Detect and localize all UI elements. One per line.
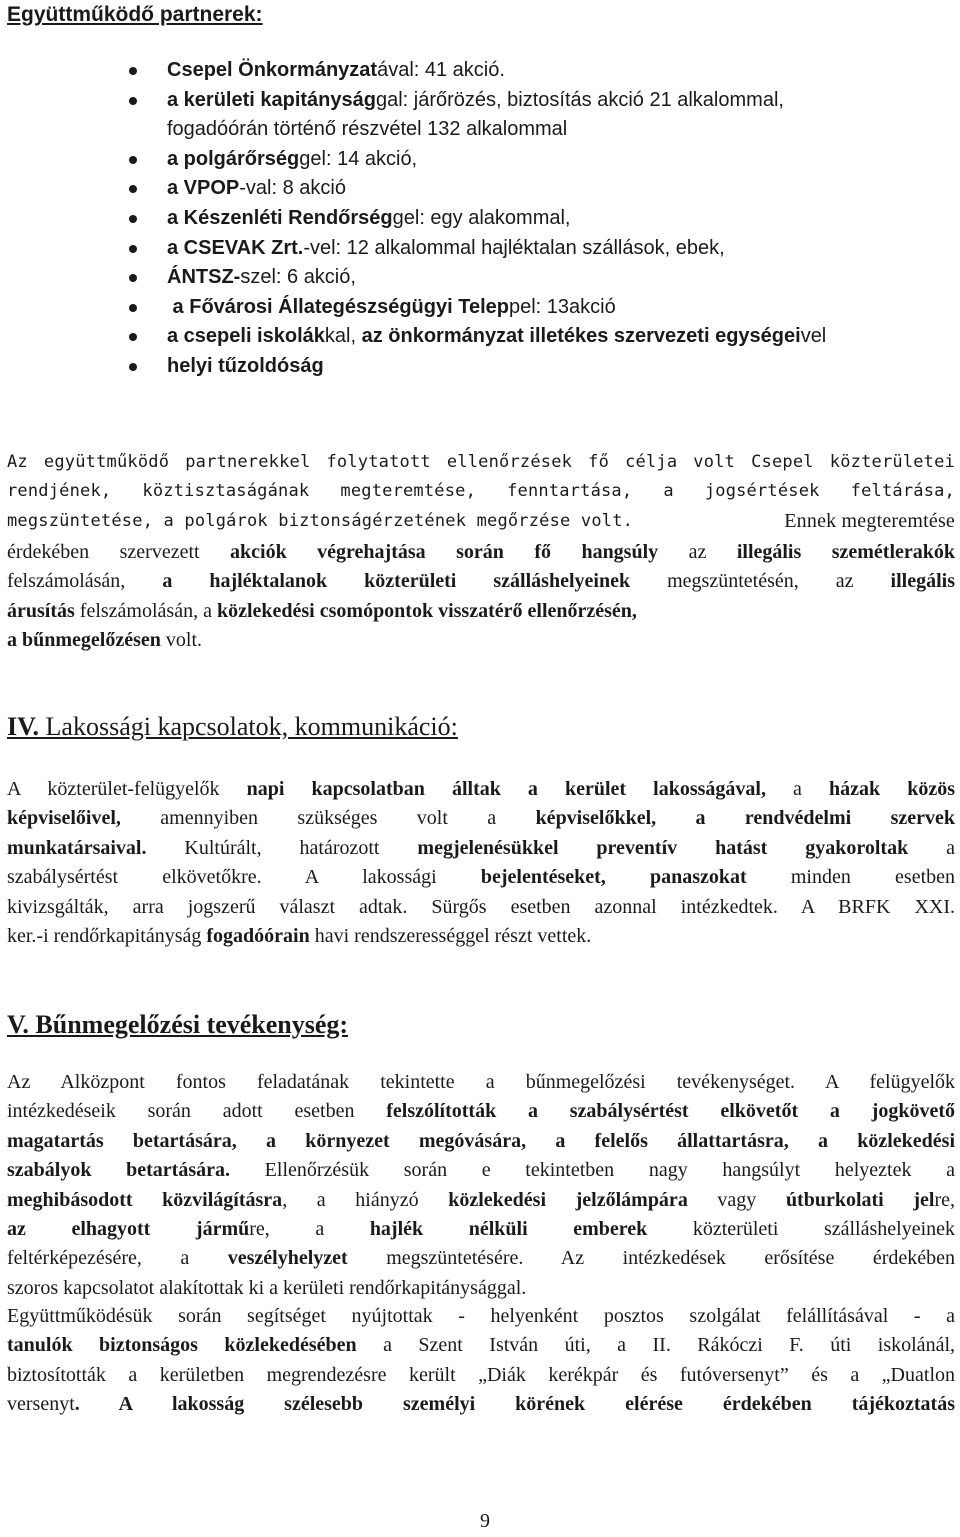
text-span: re, xyxy=(934,1188,955,1211)
bullet-icon xyxy=(129,304,137,312)
list-item xyxy=(7,322,955,352)
text-span: fogadóórán történő részvétel 132 alkalommal xyxy=(167,118,568,141)
text-span: volt. xyxy=(160,629,203,652)
paragraph-line xyxy=(7,893,955,922)
text-span: -vel: 12 alkalommal hajléktalan szállások, ebek, xyxy=(303,236,725,259)
text-span: képviselőivel, xyxy=(7,807,121,830)
paragraph-line xyxy=(7,863,955,892)
paragraph-community xyxy=(7,775,955,951)
bullet-icon xyxy=(129,97,137,105)
text-span: Az Alközpont fontos feladatának tekintette a bűnmegelőzési tevékenységet. A felügyelők xyxy=(7,1071,955,1093)
paragraph-line xyxy=(7,1127,955,1156)
text-span: A közterület-felügyelők xyxy=(7,778,247,800)
text-span: közlekedési jelzőlámpára xyxy=(448,1188,688,1211)
paragraph-line xyxy=(7,1390,955,1419)
text-span: ával: 41 akció. xyxy=(377,59,505,81)
text-span: vel xyxy=(800,325,827,348)
text-span: gel: 14 akció, xyxy=(299,147,418,170)
text-span: Az együttműködő partnerekkel folytatott ellenőrzések fő célja volt Csepel közterületei xyxy=(7,452,955,472)
list-item xyxy=(7,204,955,234)
text-span: tanulók biztonságos közlekedésében xyxy=(7,1334,357,1357)
text-span: kivizsgálták, arra jogszerű választ adtak. Sürgős esetben azonnal intézkedtek. A BRFK XXI. xyxy=(7,895,955,918)
text-span: vagy xyxy=(687,1188,786,1211)
text-span: gal: járőrözés, biztosítás akció 21 alkalommal, xyxy=(375,88,784,111)
paragraph-line xyxy=(7,507,955,536)
paragraph-line xyxy=(7,1215,955,1244)
partners-heading: Együttműködő partnerek: xyxy=(7,3,263,26)
text-span: közterületi szálláshelyeinek xyxy=(647,1218,956,1241)
text-span: hajlék nélküli emberek xyxy=(369,1218,648,1241)
text-span: szel: 6 akció, xyxy=(240,266,356,289)
text-span: kal, xyxy=(324,325,362,348)
text-span: Ennek megteremtése xyxy=(784,509,955,532)
text-span: Kultúrált, határozott xyxy=(146,836,418,859)
text-span: megszüntetése, a polgárok biztonságérzetének megőrzése volt. xyxy=(7,510,634,531)
list-item xyxy=(7,352,955,382)
text-span: szabályok betartására. xyxy=(7,1159,230,1182)
text-span: megjelenésükkel preventív hatást gyakoroltak xyxy=(417,836,909,859)
text-span: bejelentéseket, panaszokat xyxy=(480,866,747,889)
text-span: : xyxy=(450,712,458,741)
text-span: a VPOP xyxy=(167,177,240,200)
text-span: felszólították a szabálysértést elkövetőt a jogkövető xyxy=(386,1100,955,1123)
text-span: érdekében szervezett xyxy=(7,541,231,563)
text-span: árusítás xyxy=(7,599,75,622)
text-span: Csepel Önkormányzat xyxy=(167,59,378,81)
bullet-icon xyxy=(129,156,137,164)
section-iv-heading xyxy=(7,712,458,742)
list-item xyxy=(7,234,955,264)
text-span: feltérképezésére, a xyxy=(7,1247,228,1270)
text-span: a Fővárosi Állategészségügyi Telep xyxy=(167,295,509,318)
bullet-icon xyxy=(129,363,137,371)
text-span: helyi tűzoldóság xyxy=(167,354,324,377)
text-span: felszámolásán, a xyxy=(74,599,217,622)
text-span: gel: egy alakommal, xyxy=(392,206,571,229)
text-span: illegális xyxy=(890,570,955,593)
text-span: veszélyhelyzet xyxy=(227,1247,348,1270)
text-span: Ellenőrzésük során e tekintetben nagy hangsúlyt helyeztek a xyxy=(230,1159,955,1182)
paragraph-line xyxy=(7,834,955,863)
text-span: fogadóórain xyxy=(206,925,310,948)
text-span: szoros kapcsolatot alakítottak ki a kerületi rendőrkapitánysággal. xyxy=(7,1276,527,1299)
text-span: a kerületi kapitányság xyxy=(167,88,376,111)
paragraph-line xyxy=(7,567,955,596)
text-span: rendjének, köztisztaságának megteremtése, fenntartása, a jogsértések feltárása, xyxy=(7,481,955,502)
paragraph-line xyxy=(7,1186,955,1215)
text-span: , a hiányzó xyxy=(282,1188,449,1211)
text-span: intézkedéseik során adott esetben xyxy=(7,1100,387,1123)
text-span: pel: 13akció xyxy=(508,295,616,318)
text-span: visszatérő ellenőrzésén, xyxy=(433,599,637,622)
text-span: a bűnmegelőzésen xyxy=(7,629,161,652)
paragraph-line xyxy=(7,1244,955,1273)
paragraph-focus xyxy=(7,538,955,656)
text-span: illegális szemétlerakók xyxy=(736,541,956,563)
paragraph-line xyxy=(7,626,955,655)
text-span: amennyiben szükséges volt a xyxy=(120,807,536,830)
text-span: a xyxy=(765,778,830,800)
list-item xyxy=(7,145,955,175)
paragraph-prevention xyxy=(7,1068,955,1303)
text-span: útburkolati jel xyxy=(785,1188,935,1211)
text-span: a xyxy=(908,836,955,859)
text-span: az önkormányzat illetékes szervezeti egységei xyxy=(361,325,801,348)
paragraph-line xyxy=(7,804,955,833)
section-v-heading xyxy=(7,1010,348,1040)
list-item xyxy=(7,263,955,293)
text-span: az xyxy=(658,541,737,563)
text-span: biztosították a kerületben megrendezésre került „Diák kerékpár és futóversenyt” és a „Duatlon xyxy=(7,1363,955,1386)
text-span: közlekedési csomópontok xyxy=(216,599,434,622)
paragraph-line xyxy=(7,538,955,567)
text-span: képviselőkkel, a rendvédelmi szervek xyxy=(535,807,956,830)
paragraph-line xyxy=(7,922,955,951)
text-span: akciók végrehajtása során fő hangsúly xyxy=(230,541,659,563)
text-span: szabálysértést elkövetőkre. A lakossági xyxy=(7,866,481,889)
text-span: megszüntetésén, az xyxy=(630,570,891,593)
paragraph-line xyxy=(7,1331,955,1360)
list-item xyxy=(7,293,955,323)
text-span: Együttműködésük során segítséget nyújtottak - helyenként posztos szolgálat felállításával - a xyxy=(7,1305,955,1327)
bullet-icon xyxy=(129,245,137,253)
bullet-icon xyxy=(129,67,137,75)
text-span: ÁNTSZ- xyxy=(167,266,241,289)
list-item xyxy=(7,86,955,116)
text-span: a Szent István úti, a II. Rákóczi F. úti iskolánál, xyxy=(356,1334,955,1357)
text-span: -val: 8 akció xyxy=(239,177,346,200)
bullet-icon xyxy=(129,333,137,341)
text-span: ker.-i rendőrkapitányság xyxy=(7,925,207,948)
text-span: házak közös xyxy=(829,778,955,800)
list-item-continuation xyxy=(7,115,955,145)
partners-list xyxy=(7,56,955,382)
text-span: versenyt xyxy=(7,1393,75,1416)
text-span: a hajléktalanok közterületi szálláshelyeinek xyxy=(162,570,631,593)
text-span: . A lakosság szélesebb személyi körének elérése érdekében tájékoztatás xyxy=(74,1393,955,1416)
text-span: a csepeli iskolák xyxy=(167,325,325,348)
paragraph-cooperation xyxy=(7,1302,955,1420)
list-item xyxy=(7,56,955,86)
text-span: a polgárőrség xyxy=(167,147,300,170)
list-item xyxy=(7,174,955,204)
paragraph-line xyxy=(7,1156,955,1185)
text-span: napi kapcsolatban álltak a kerület lakosságával, xyxy=(246,778,766,800)
page-number: 9 xyxy=(480,1510,490,1532)
text-span: meghibásodott közvilágításra xyxy=(7,1188,283,1211)
text-span: re, a xyxy=(249,1218,370,1241)
text-span: felszámolásán, xyxy=(7,570,163,593)
text-span: megszüntetésére. Az intézkedések erősítése érdekében xyxy=(347,1247,955,1270)
text-span: a Készenléti Rendőrség xyxy=(167,206,393,229)
text-span: a CSEVAK Zrt. xyxy=(167,236,304,259)
paragraph-goals xyxy=(7,448,955,536)
text-span: magatartás betartására, a környezet megóvására, a felelős állattartásra, a közlekedési xyxy=(7,1129,955,1152)
paragraph-line xyxy=(7,775,955,804)
text-span: havi rendszerességgel részt vettek. xyxy=(309,925,592,948)
paragraph-line xyxy=(7,1097,955,1126)
paragraph-line xyxy=(7,597,955,626)
bullet-icon xyxy=(129,215,137,223)
bullet-icon xyxy=(129,185,137,193)
text-span: Lakossági kapcsolatok, kommunikáció xyxy=(39,712,451,741)
text-span: IV. xyxy=(7,712,40,741)
text-span: az elhagyott jármű xyxy=(7,1218,250,1241)
text-span: minden esetben xyxy=(746,866,956,889)
text-span: V. Bűnmegelőzési tevékenység: xyxy=(7,1010,349,1039)
text-span: munkatársaival. xyxy=(7,836,147,859)
bullet-icon xyxy=(129,274,137,282)
